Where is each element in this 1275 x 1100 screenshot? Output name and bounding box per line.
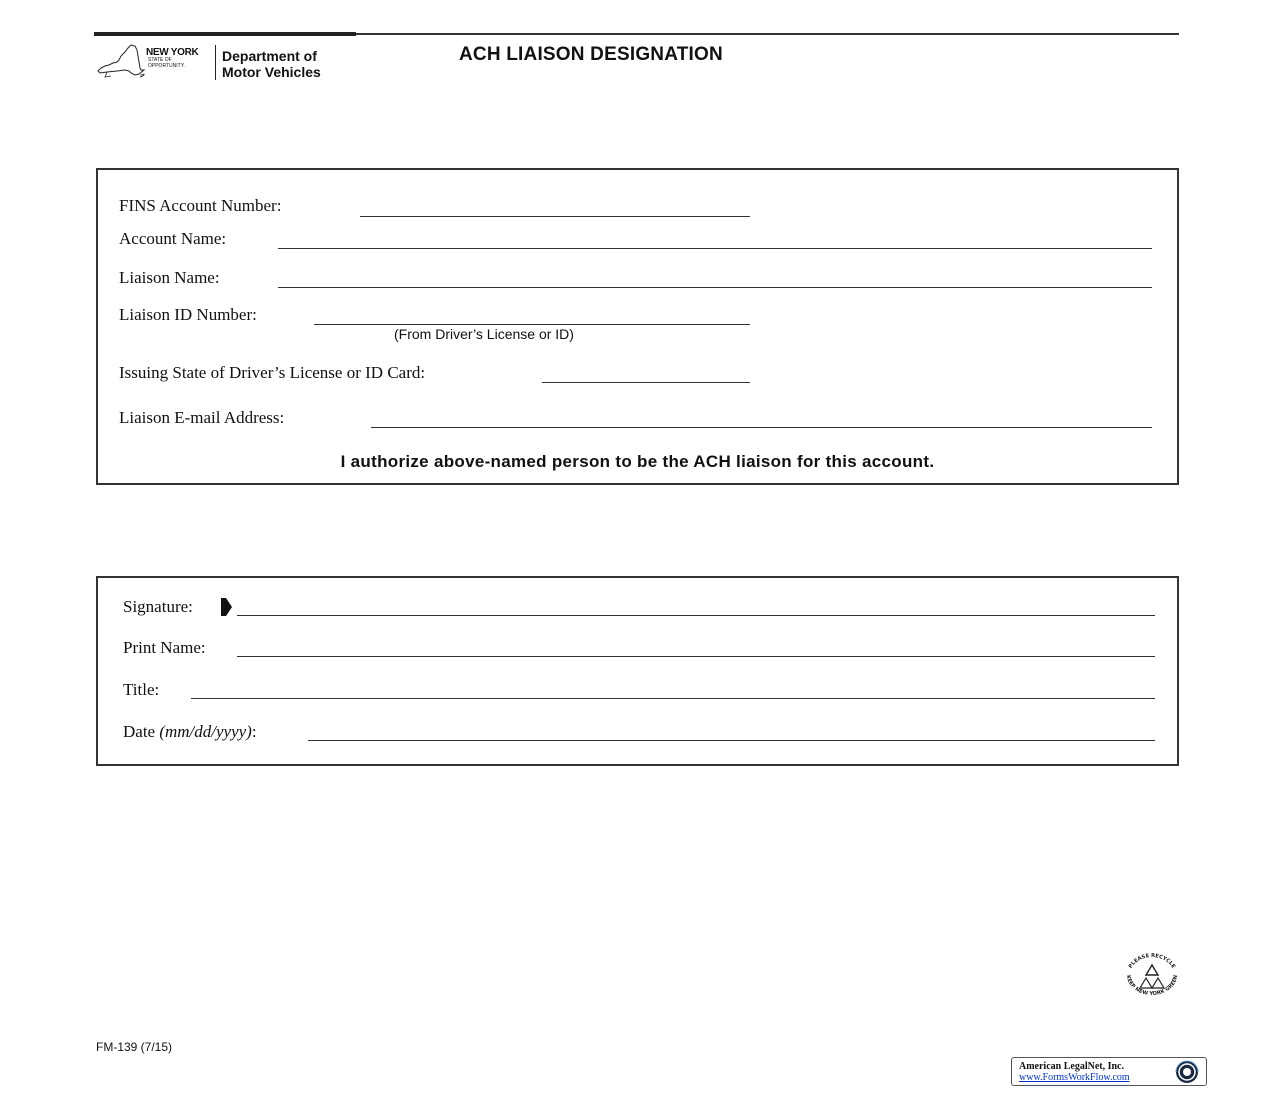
title-label: Title: [123, 680, 160, 699]
form-number: FM-139 (7/15) [96, 1040, 173, 1054]
recycle-text-bottom: KEEP NEW YORK GREEN [1124, 974, 1180, 995]
signature-section [96, 576, 1179, 766]
nys-dmv-logo [97, 44, 357, 84]
signature-field[interactable] [237, 615, 1155, 616]
liaison-info-section [96, 168, 1179, 485]
logo-divider [215, 45, 216, 80]
email-label: Liaison E-mail Address: [119, 408, 285, 427]
account-name-label: Account Name: [119, 229, 227, 248]
svg-text:KEEP NEW YORK GREEN [1125, 975, 1179, 995]
liaison-name-label: Liaison Name: [119, 268, 220, 287]
print-name-label: Print Name: [123, 638, 206, 657]
signature-label: Signature: [123, 597, 193, 616]
email-field[interactable] [371, 427, 1152, 428]
title-field[interactable] [191, 698, 1155, 699]
vendor-name: American LegalNet, Inc. [1019, 1061, 1124, 1072]
sign-here-arrow-icon [220, 598, 233, 616]
account-name-field[interactable] [278, 248, 1152, 249]
date-field[interactable] [308, 740, 1155, 741]
issuing-state-field[interactable] [542, 382, 750, 383]
state-tagline: STATE OF OPPORTUNITY. [148, 57, 185, 69]
date-format-hint: (mm/dd/yyyy) [159, 722, 252, 741]
fins-account-label: FINS Account Number: [119, 196, 282, 215]
issuing-state-label: Issuing State of Driver’s License or ID Card: [119, 363, 426, 382]
vendor-link[interactable]: www.FormsWorkFlow.com [1019, 1072, 1130, 1083]
vendor-badge[interactable] [1011, 1057, 1207, 1086]
fins-account-field[interactable] [360, 216, 750, 217]
department-name: Department of Motor Vehicles [222, 48, 321, 80]
please-recycle-icon [1121, 953, 1183, 995]
svg-text:PLEASE RECYCLE [1128, 953, 1177, 970]
recycle-text-top: PLEASE RECYCLE [1127, 953, 1177, 970]
globe-logo-icon [1170, 1060, 1204, 1084]
form-title: ACH LIAISON DESIGNATION [459, 44, 723, 65]
header-rule [356, 33, 1179, 35]
liaison-id-label: Liaison ID Number: [119, 305, 257, 324]
date-label: Date (mm/dd/yyyy): [123, 722, 257, 741]
liaison-name-field[interactable] [278, 287, 1152, 288]
liaison-id-field[interactable] [314, 324, 750, 325]
header-rule-thick [94, 32, 356, 36]
liaison-id-note: (From Driver’s License or ID) [394, 326, 574, 342]
print-name-field[interactable] [237, 656, 1155, 657]
new-york-state-map-icon [97, 44, 145, 80]
authorization-statement: I authorize above-named person to be the ACH liaison for this account. [340, 452, 935, 471]
state-name: NEW YORK [146, 47, 199, 58]
